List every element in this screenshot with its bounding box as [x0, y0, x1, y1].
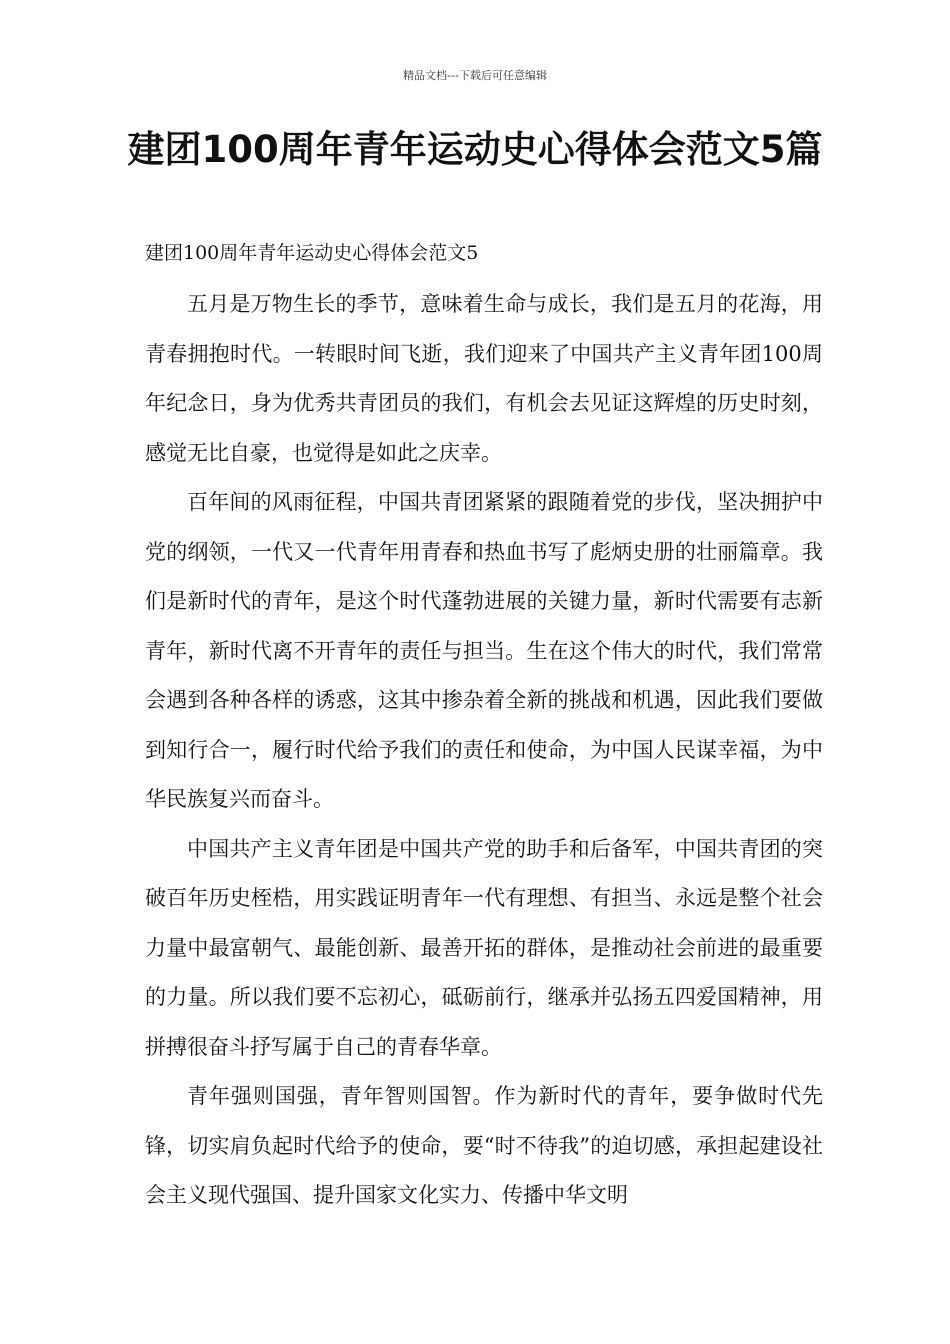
header-note: 精品文档---下载后可任意编辑 [403, 69, 547, 82]
body-paragraph-3: 中国共产主义青年团是中国共产党的助手和后备军，中国共青团的突破百年历史桎梏，用实践证明青年一代有理想、有担当、永远是整个社会力量中最富朝气、最能创新、最善开拓的群体，是推动社会前进的最重要的力量。所以我们要不忘初心，砥砺前行，继承并弘扬五四爱国精神，用拼搏很奋斗抒写属于自己的青春华章。 [145, 836, 823, 1059]
body-paragraph-1: 五月是万物生长的季节，意味着生命与成长，我们是五月的花海，用青春拥抱时代。一转眼时间飞逝，我们迎来了中国共产主义青年团100周年纪念日，身为优秀共青团员的我们，有机会去见证这辉煌的历史时刻，感觉无比自豪，也觉得是如此之庆幸。 [145, 292, 823, 465]
body-paragraph-2: 百年间的风雨征程，中国共青团紧紧的跟随着党的步伐，坚决拥护中党的纲领，一代又一代青年用青春和热血书写了彪炳史册的壮丽篇章。我们是新时代的青年，是这个时代蓬勃进展的关键力量，新时代需要有志新青年，新时代离不开青年的责任与担当。生在这个伟大的时代，我们常常会遇到各种各样的诱惑，这其中掺杂着全新的挑战和机遇，因此我们要做到知行合一，履行时代给予我们的责任和使命，为中国人民谋幸福，为中华民族复兴而奋斗。 [145, 490, 823, 811]
document-body [145, 280, 823, 1221]
body-paragraph-4: 青年强则国强，青年智则国智。作为新时代的青年，要争做时代先锋，切实肩负起时代给予的使命，要“时不待我”的迫切感，承担起建设社会主义现代强国、提升国家文化实力、传播中华文明 [145, 1084, 823, 1207]
document-title: 建团100周年青年运动史心得体会范文5篇 [127, 128, 823, 171]
document-subtitle: 建团100周年青年运动史心得体会范文5 [145, 242, 479, 264]
